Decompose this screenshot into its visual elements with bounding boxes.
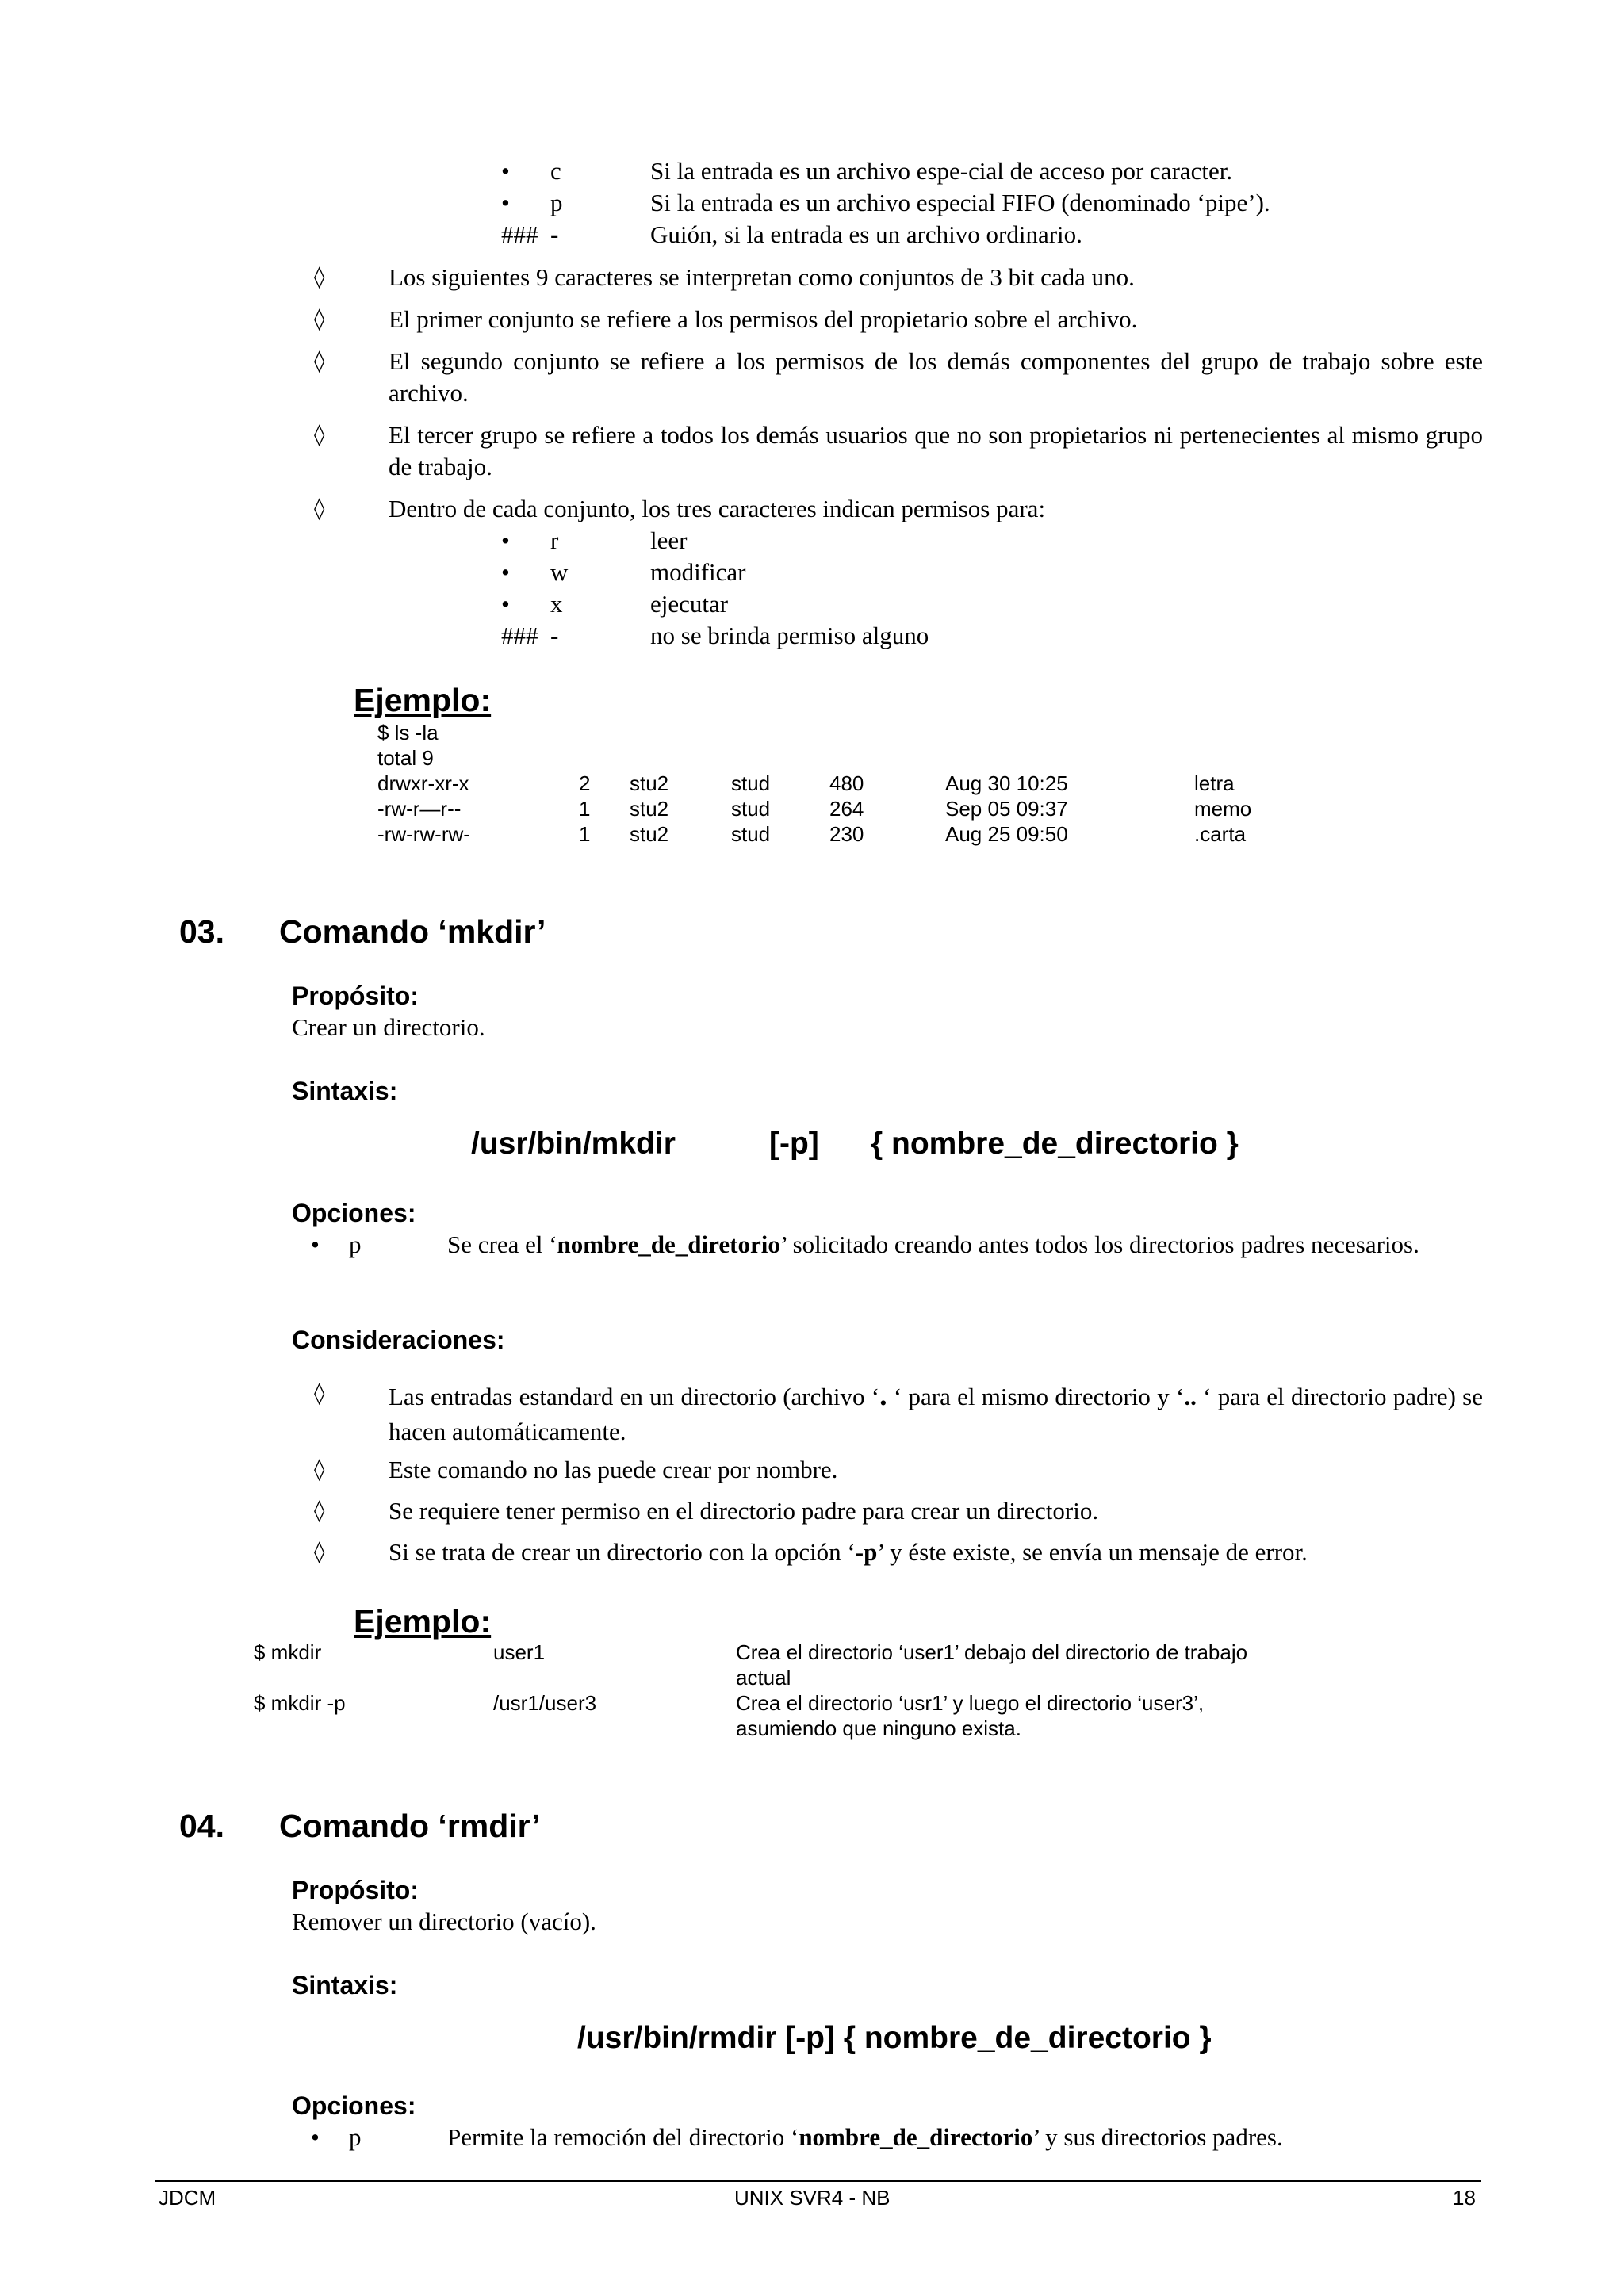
example-description: Crea el directorio ‘user1’ debajo del directorio de trabajo (736, 1640, 1248, 1664)
sintaxis-label: Sintaxis: (292, 1077, 398, 1105)
listing-owner: stu2 (630, 797, 669, 821)
option-bullet: • (311, 1230, 320, 1258)
section-title: Comando ‘mkdir’ (279, 913, 546, 950)
example-description: actual (736, 1666, 791, 1689)
example-argument: /usr1/user3 (493, 1691, 597, 1715)
option-text: Permite la remoción del directorio ‘ (447, 2123, 799, 2151)
diamond-icon: ◊ (314, 307, 325, 331)
listing-name: .carta (1194, 822, 1247, 846)
list-code: - (550, 622, 559, 649)
list-code: x (550, 590, 563, 618)
listing-owner: stu2 (630, 822, 669, 846)
example-command: $ mkdir (254, 1640, 322, 1664)
list-code: - (550, 220, 559, 248)
example-heading: Ejemplo: (354, 1603, 492, 1640)
list-bullet: • (501, 590, 510, 618)
list-code: r (550, 526, 559, 554)
option-description (447, 1229, 1483, 1261)
listing-name: letra (1194, 771, 1235, 795)
consideraciones-label: Consideraciones: (292, 1326, 505, 1354)
listing-date: Aug 30 10:25 (945, 771, 1068, 795)
consideration-part: Si se trata de crear un directorio con la opción ‘ (389, 1538, 856, 1566)
list-bullet: • (501, 189, 510, 216)
listing-name: memo (1194, 797, 1252, 821)
opciones-label: Opciones: (292, 2091, 416, 2120)
listing-links: 1 (579, 822, 591, 846)
point-text: Dentro de cada conjunto, los tres caracteres indican permisos para: (389, 495, 1046, 522)
listing-links: 1 (579, 797, 591, 821)
footer-author: JDCM (159, 2186, 216, 2210)
list-code: c (550, 157, 561, 185)
diamond-icon: ◊ (314, 1540, 325, 1564)
example-command: $ mkdir -p (254, 1691, 346, 1715)
option-description (447, 2122, 1283, 2153)
list-desc: leer (650, 526, 688, 554)
list-desc: no se brinda permiso alguno (650, 622, 929, 649)
syntax-command: /usr/bin/mkdir (471, 1127, 676, 1161)
example-argument: user1 (493, 1640, 546, 1664)
opciones-label: Opciones: (292, 1199, 416, 1227)
point-text: El primer conjunto se refiere a los permisos del propietario sobre el archivo. (389, 305, 1138, 333)
proposito-label: Propósito: (292, 1876, 419, 1904)
sintaxis-label: Sintaxis: (292, 1971, 398, 1999)
listing-size: 264 (829, 797, 864, 821)
example-description: Crea el directorio ‘usr1’ y luego el directorio ‘user3’, (736, 1691, 1205, 1715)
consideration-text: Se requiere tener permiso en el directorio padre para crear un directorio. (389, 1497, 1099, 1525)
list-desc: Si la entrada es un archivo espe-cial de acceso por caracter. (650, 157, 1233, 185)
list-desc: Si la entrada es un archivo especial FIFO (denominado ‘pipe’). (650, 189, 1270, 216)
listing-group: stud (731, 797, 771, 821)
point-text: Los siguientes 9 caracteres se interpretan como conjuntos de 3 bit cada uno. (389, 263, 1135, 291)
syntax-option: [-p] (769, 1127, 819, 1161)
example-description: asumiendo que ninguno exista. (736, 1716, 1021, 1740)
listing-perm: drwxr-xr-x (377, 771, 469, 795)
consideration-text: Este comando no las puede crear por nombre. (389, 1456, 838, 1483)
option-bullet: • (311, 2123, 320, 2151)
consideration-part: Las entradas estandard en un directorio (archivo ‘ (389, 1383, 880, 1410)
option-argument-name: nombre_de_diretorio (557, 1230, 780, 1258)
diamond-icon: ◊ (314, 265, 325, 289)
diamond-icon: ◊ (314, 349, 325, 373)
option-flag: -p (855, 1538, 878, 1566)
option-code: p (349, 2123, 362, 2151)
proposito-text: Remover un directorio (vacío). (292, 1908, 596, 1935)
syntax-argument: { nombre_de_directorio } (871, 1127, 1239, 1161)
consideration-part: ‘ para el mismo directorio y ‘ (893, 1383, 1185, 1410)
listing-size: 230 (829, 822, 864, 846)
list-bullet: • (501, 526, 510, 554)
listing-group: stud (731, 771, 771, 795)
option-text: Se crea el ‘ (447, 1230, 557, 1258)
example-total: total 9 (377, 746, 434, 770)
listing-perm: -rw-rw-rw- (377, 822, 470, 846)
listing-date: Aug 25 09:50 (945, 822, 1068, 846)
listing-links: 2 (579, 771, 591, 795)
list-desc: Guión, si la entrada es un archivo ordinario. (650, 220, 1082, 248)
section-number: 04. (179, 1808, 224, 1844)
diamond-icon: ◊ (314, 1457, 325, 1482)
option-argument-name: nombre_de_directorio (799, 2123, 1033, 2151)
diamond-icon: ◊ (314, 423, 325, 447)
list-marker: ### (501, 622, 538, 649)
dotdot-symbol: .. (1184, 1383, 1197, 1410)
proposito-label: Propósito: (292, 982, 419, 1010)
listing-owner: stu2 (630, 771, 669, 795)
consideration-part: ’ y éste existe, se envía un mensaje de error. (877, 1538, 1308, 1566)
list-desc: ejecutar (650, 590, 729, 618)
point-text: El segundo conjunto se refiere a los permisos de los demás componentes del grupo de trabajo sobre este archivo. (389, 347, 1483, 407)
list-bullet: • (501, 558, 510, 586)
list-bullet: • (501, 157, 510, 185)
option-code: p (349, 1230, 362, 1258)
consideration-part: ‘ para el directorio padre) se hacen automáticamente. (389, 1383, 1483, 1445)
dot-symbol: . (879, 1379, 887, 1412)
list-code: p (550, 189, 563, 216)
listing-date: Sep 05 09:37 (945, 797, 1068, 821)
section-title: Comando ‘rmdir’ (279, 1808, 541, 1844)
option-text: ’ y sus directorios padres. (1032, 2123, 1283, 2151)
diamond-icon: ◊ (314, 1498, 325, 1523)
point-text: El tercer grupo se refiere a todos los demás usuarios que no son propietarios ni pertenecientes al mismo grupo de trabajo. (389, 421, 1483, 480)
consideration-text (389, 1536, 1483, 1568)
footer-rule (155, 2180, 1481, 2182)
option-text: ’ solicitado creando antes todos los directorios padres necesarios. (779, 1230, 1419, 1258)
footer-title: UNIX SVR4 - NB (734, 2186, 891, 2210)
list-desc: modificar (650, 558, 746, 586)
example-heading: Ejemplo: (354, 682, 492, 718)
example-command: $ ls -la (377, 721, 439, 744)
listing-group: stud (731, 822, 771, 846)
proposito-text: Crear un directorio. (292, 1013, 485, 1041)
list-code: w (550, 558, 569, 586)
listing-size: 480 (829, 771, 864, 795)
section-number: 03. (179, 913, 224, 950)
consideration-text (389, 1378, 1483, 1449)
syntax-line: /usr/bin/rmdir [-p] { nombre_de_directorio } (577, 2021, 1212, 2055)
listing-perm: -rw-r—r-- (377, 797, 462, 821)
page-number: 18 (1453, 2186, 1476, 2210)
list-marker: ### (501, 220, 538, 248)
diamond-icon: ◊ (314, 1381, 325, 1406)
diamond-icon: ◊ (314, 496, 325, 521)
